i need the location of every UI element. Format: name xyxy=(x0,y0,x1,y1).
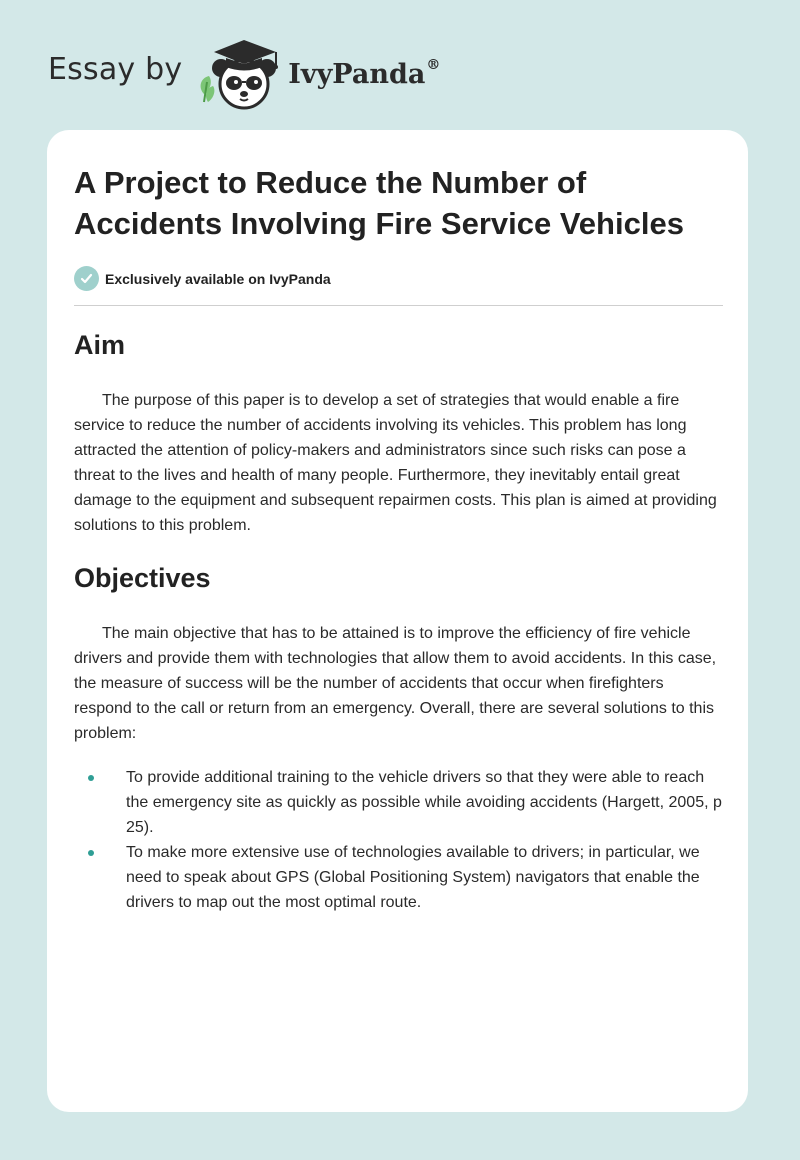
checkmark-icon xyxy=(74,266,99,291)
essay-content xyxy=(74,162,723,915)
solutions-list xyxy=(74,765,723,915)
list-item-text: To provide additional training to the vehicle drivers so that they were able to reach the emergency site as quickly as possible while avoiding accidents (Hargett, 2005, p 25). xyxy=(126,769,722,836)
badge-label: Exclusively available on IvyPanda xyxy=(105,270,331,287)
brand-name-text: IvyPanda xyxy=(288,58,426,90)
essay-card xyxy=(47,130,748,1112)
brand-prefix: Essay by xyxy=(48,51,183,87)
bullet-dot-icon xyxy=(88,775,94,781)
section-aim xyxy=(74,328,723,538)
registered-mark: ® xyxy=(426,56,441,73)
section-paragraph: The purpose of this paper is to develop a set of strategies that would enable a fire service to reduce the number of accidents involving its vehicles. This problem has long attracted the attention of policy-makers and administrators since such risks can pose a threat to the lives and health of many people. Furthermore, they inevitably entail great damage to the equipment and subsequent repairmen costs. This plan is aimed at providing solutions to this problem. xyxy=(74,392,717,534)
section-paragraph: The main objective that has to be attained is to improve the efficiency of fire vehicle drivers and provide them with technologies that allow them to avoid accidents. In this case, the measure of success will be the number of accidents that occur when firefighters respond to the call or return from an emergency. Overall, there are several solutions to this problem: xyxy=(74,625,717,742)
section-heading: Aim xyxy=(74,330,126,360)
site-header xyxy=(48,32,440,112)
list-item xyxy=(74,840,723,915)
exclusive-badge xyxy=(74,266,723,291)
list-item xyxy=(74,765,723,840)
brand-name xyxy=(288,56,441,90)
list-item-text: To make more extensive use of technologies available to drivers; in particular, we need to speak about GPS (Global Positioning System) navigators that enable the drivers to map out the most optimal route. xyxy=(126,844,700,911)
essay-title: A Project to Reduce the Number of Accidents Involving Fire Service Vehicles xyxy=(74,165,684,241)
divider xyxy=(74,305,723,306)
bullet-dot-icon xyxy=(88,850,94,856)
section-heading: Objectives xyxy=(74,563,211,593)
section-objectives xyxy=(74,561,723,915)
panda-logo-icon xyxy=(196,32,286,112)
